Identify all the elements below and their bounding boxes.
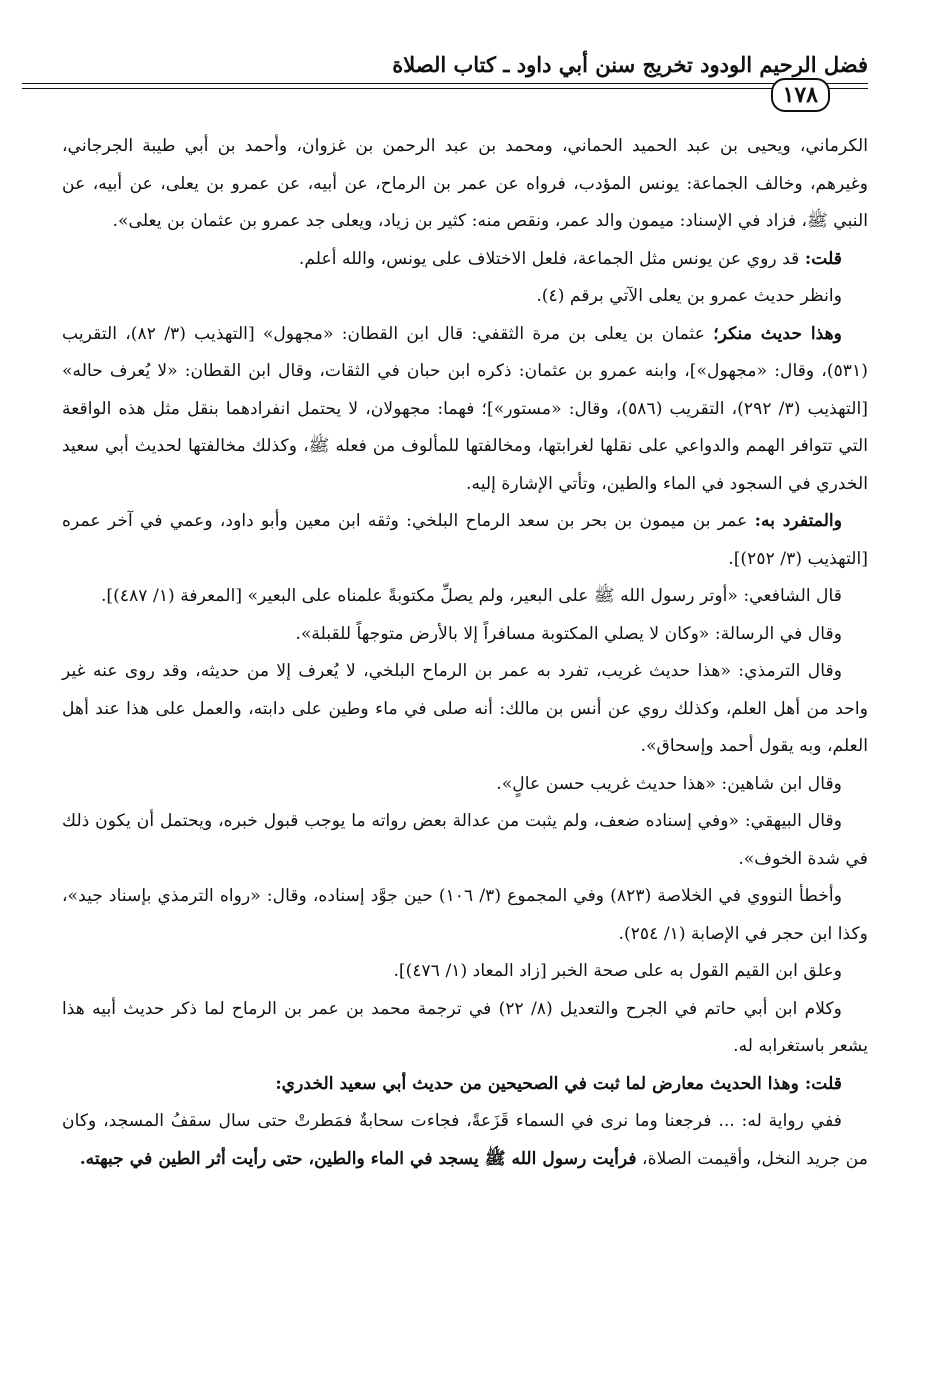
- paragraph-text: وقال الترمذي: «هذا حديث غريب، تفرد به عمر بن الرماح البلخي، لا يُعرف إلا من حديثه، وقد روى عنه غير واحد من أهل العلم، وكذلك روي عن أنس بن مالك: أنه صلى في ماء وطين على دابته، والعمل على هذا عند أهل العلم، وبه يقول أحمد وإسحاق».: [62, 661, 868, 756]
- paragraph: [62, 278, 868, 316]
- paragraph: [62, 128, 868, 241]
- paragraph: [62, 653, 868, 766]
- bold-tail: فرأيت رسول الله ﷺ يسجد في الماء والطين، حتى رأيت أثر الطين في جبهته.: [79, 1148, 637, 1169]
- paragraph-text: وعلق ابن القيم القول به على صحة الخبر [زاد المعاد (١/ ٤٧٦)].: [393, 961, 842, 981]
- paragraph-text: عمر بن ميمون بن بحر بن سعد الرماح البلخي: وثقه ابن معين وأبو داود، وعمي في آخر عمره [التهذيب (٣/ ٢٥٢)].: [62, 511, 868, 569]
- paragraph-text: عثمان بن يعلى بن مرة الثقفي: قال ابن القطان: «مجهول» [التهذيب (٣/ ٨٢)، التقريب (٥٣١)، وقال: «مجهول»]، وابنه عمرو بن عثمان: ذكره ابن حبان في الثقات، وقال ابن القطان: «لا يُعرف حاله» [التهذيب (٣/ ٢٩٢)، التقريب (٥٨٦)، وقال: «مستور»]؛ فهما: مجهولان، لا يحتمل انفرادهما بنقل مثل هذه الواقعة التي تتوافر الهمم والدواعي على نقلها لغرابتها، ومخالفتها للمألوف من فعله ﷺ، وكذلك مخالفتها لحديث أبي سعيد الخدري في السجود في الماء والطين، وتأتي الإشارة إليه.: [62, 323, 868, 494]
- bold-lead: والمتفرد به:: [754, 511, 843, 531]
- header-rule-top: [22, 83, 868, 84]
- paragraph: [62, 878, 868, 953]
- paragraph: [62, 803, 868, 878]
- paragraph-text: وقال ابن شاهين: «هذا حديث غريب حسن عالٍ».: [496, 773, 842, 794]
- paragraph-text: وقال في الرسالة: «وكان لا يصلي المكتوبة مسافراً إلا بالأرض متوجهاً للقبلة».: [295, 623, 842, 644]
- paragraph-text: ففي رواية له: ... فرجعنا وما نرى في السماء قَزَعةً، فجاءت سحابةٌ فمَطرتْ حتى سال سقفُ المسجد، وكان من جريد النخل، وأقيمت الصلاة،: [62, 1111, 868, 1169]
- paragraph-text: وقال البيهقي: «وفي إسناده ضعف، ولم يثبت من عدالة بعض رواته ما يوجب قبول خبره، ويحتمل أن يكون ذلك في شدة الخوف».: [62, 811, 868, 869]
- paragraph-text: وأخطأ النووي في الخلاصة (٨٢٣) وفي المجموع (٣/ ١٠٦) حين جوَّد إسناده، وقال: «رواه الترمذي بإسناد جيد»، وكذا ابن حجر في الإصابة (١/ ٢٥٤).: [62, 886, 868, 944]
- paragraph: [62, 1103, 868, 1178]
- paragraph: [62, 953, 868, 991]
- page-number: ١٧٨: [771, 78, 830, 112]
- paragraph: [62, 766, 868, 804]
- body-text: [62, 128, 868, 1178]
- running-title: فضل الرحيم الودود تخريج سنن أبي داود ـ كتاب الصلاة: [392, 52, 868, 77]
- paragraph-text: قد روي عن يونس مثل الجماعة، فلعل الاختلاف على يونس، والله أعلم.: [298, 248, 805, 269]
- paragraph: [62, 503, 868, 578]
- paragraph: [62, 241, 868, 279]
- paragraph: [62, 991, 868, 1066]
- paragraph: [62, 578, 868, 616]
- bold-lead: قلت: وهذا الحديث معارض لما ثبت في الصحيحين من حديث أبي سعيد الخدري:: [275, 1073, 842, 1094]
- running-header: [22, 52, 868, 118]
- bold-lead: قلت:: [804, 248, 842, 269]
- paragraph-text: الكرماني، ويحيى بن عبد الحميد الحماني، ومحمد بن عبد الرحمن بن غزوان، وأحمد بن أبي طيبة الجرجاني، وغيرهم، وخالف الجماعة: يونس المؤدب، فرواه عن عمر بن الرماح، عن أبيه، عن عمرو بن يعلى، عن أبيه، عن النبي ﷺ، فزاد في الإسناد: ميمون والد عمر، ونقص منه: كثير بن زياد، ويعلى جد عمرو بن عثمان بن يعلى».: [62, 136, 868, 231]
- bold-lead: وهذا حديث منكر؛: [713, 323, 842, 344]
- paragraph-text: وانظر حديث عمرو بن يعلى الآتي برقم (٤).: [536, 286, 842, 306]
- paragraph: [62, 616, 868, 654]
- paragraph-text: قال الشافعي: «أوتر رسول الله ﷺ على البعير، ولم يصلِّ مكتوبةً علمناه على البعير» [المعرفة (١/ ٤٨٧)].: [100, 586, 842, 606]
- paragraph: [62, 1066, 868, 1104]
- header-rule-bottom: [22, 88, 868, 89]
- paragraph: [62, 316, 868, 504]
- paragraph-text: وكلام ابن أبي حاتم في الجرح والتعديل (٨/ ٢٢) في ترجمة محمد بن عمر بن الرماح لما ذكر حديث أبيه هذا يشعر باستغرابه له.: [62, 998, 868, 1056]
